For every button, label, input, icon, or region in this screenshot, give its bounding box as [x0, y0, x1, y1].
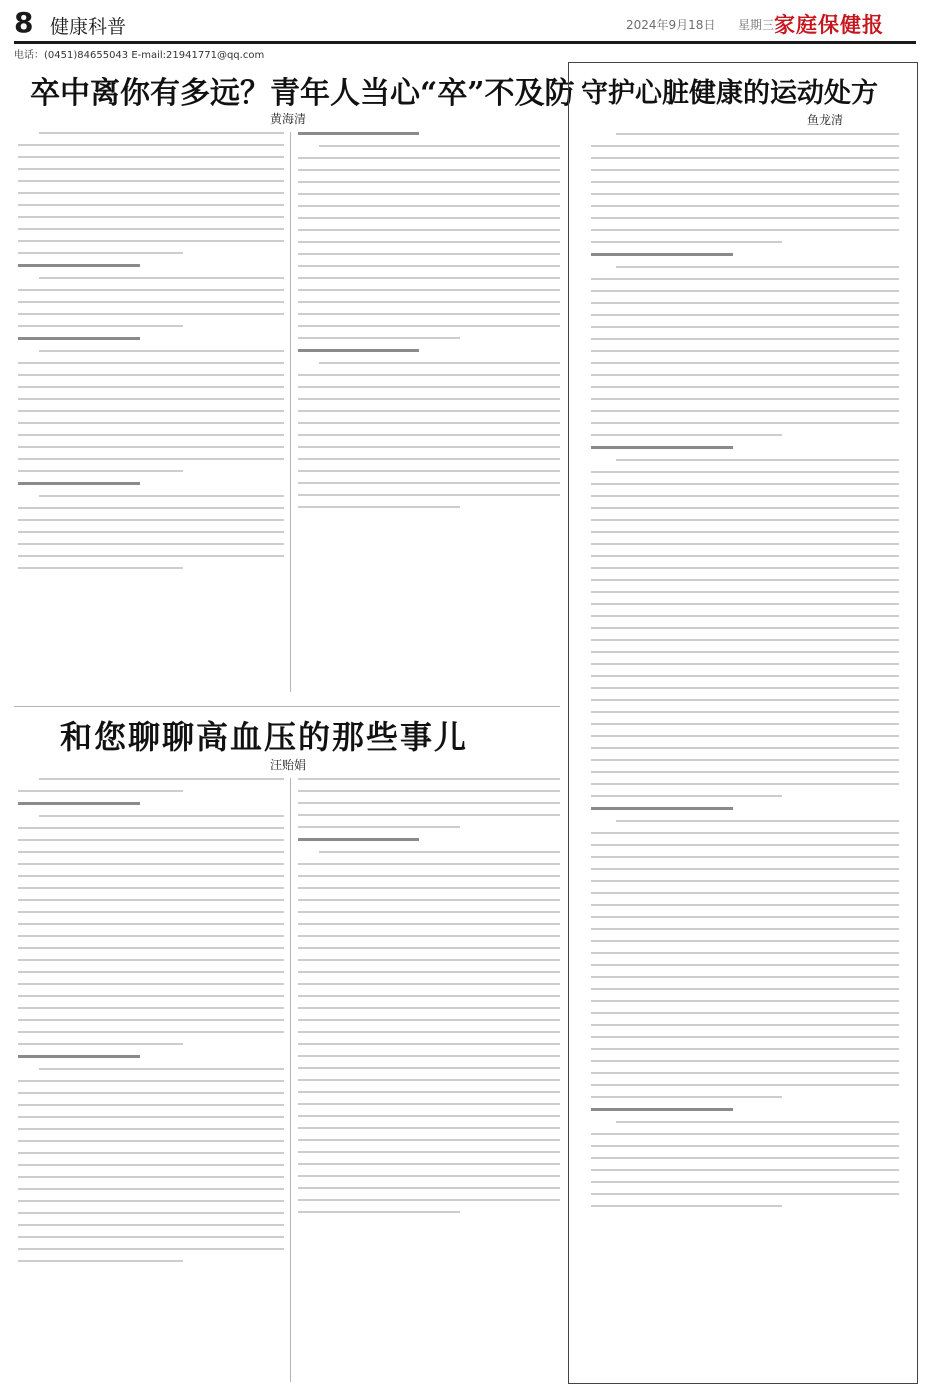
section-title: 健康科普: [50, 16, 127, 38]
issue-date: 2024年9月18日: [626, 18, 716, 32]
article-hypertension-column-right: [298, 778, 560, 1358]
article-heart-exercise-byline: 鱼龙清: [807, 113, 844, 127]
issue-weekday: 星期三: [738, 18, 775, 32]
masthead: [14, 8, 916, 38]
article-stroke-byline: 黄海清: [270, 112, 307, 126]
article-hypertension-column-divider: [290, 778, 291, 1382]
article-hypertension-byline: 汪贻娟: [270, 758, 307, 772]
article-heart-exercise-headline: 守护心脏健康的运动处方: [581, 78, 878, 109]
article-divider: [14, 706, 560, 707]
page-number: 8: [14, 6, 34, 39]
article-heart-exercise: [568, 62, 918, 1384]
article-hypertension-headline: 和您聊聊高血压的那些事儿: [60, 718, 469, 756]
article-stroke-column-left: [18, 132, 284, 692]
article-stroke: [14, 62, 575, 702]
newspaper-name: 家庭保健报: [774, 12, 884, 37]
masthead-rule: [14, 41, 916, 44]
article-stroke-column-right: [298, 132, 560, 692]
article-hypertension-column-left: [18, 778, 284, 1382]
article-hypertension: [14, 710, 560, 1384]
article-stroke-column-divider: [290, 132, 291, 692]
article-stroke-headline: 卒中离你有多远？青年人当心“卒”不及防: [30, 76, 575, 111]
contact-line: 电话：(0451)84655043 E-mail:21941771@qq.com: [14, 50, 265, 61]
article-heart-exercise-body: [591, 133, 899, 1373]
